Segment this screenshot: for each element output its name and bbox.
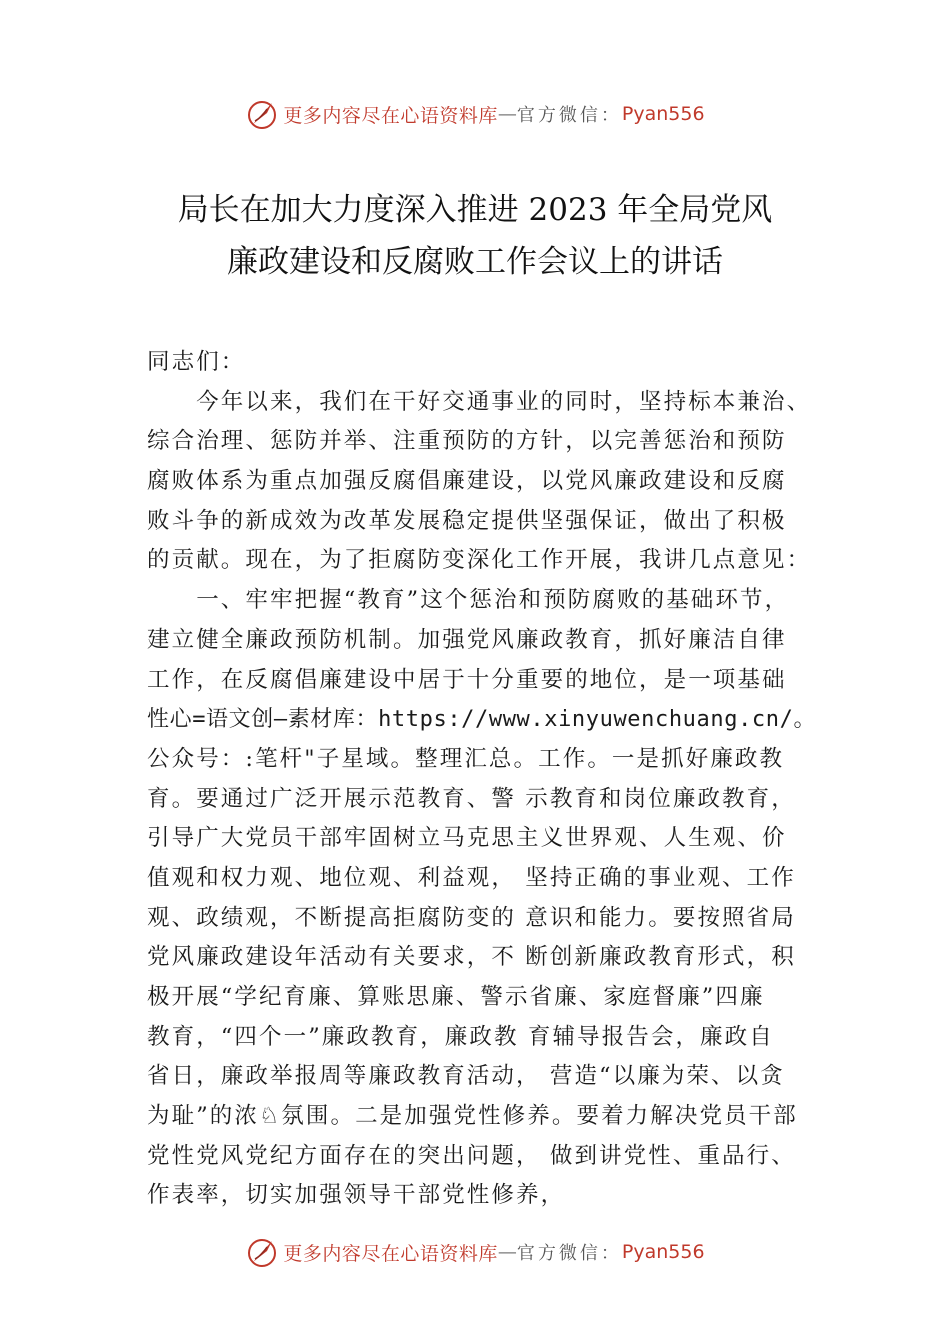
body-line: 同志们： [147,349,246,375]
body-line: 省日，廉政举报周等廉政教育活动， 营造“以廉为荣、以贪 [147,1063,785,1090]
body-line: 腐败体系为重点加强反腐倡廉建设，以党风廉政建设和反腐 [147,468,787,495]
body-line: 败斗争的新成效为改革发展稳定提供坚强保证，做出了积极 [147,507,787,534]
body-line: 育。要通过广泛开展示范教育、警 示教育和岗位廉政教育， [147,785,796,812]
speech-body [147,343,837,1216]
title-line-1: 局长在加大力度深入推进 2023 年全局党风 [177,192,773,228]
page-title [0,184,950,288]
body-line: 工作，在反腐倡廉建设中居于十分重要的地位，是一项基础 [147,666,787,693]
banner-text: 更多内容尽在心语资料库 [283,1242,498,1265]
banner-wechat-id: Pyan556 [621,103,705,125]
body-line-url: 性心=语文创—素材库：https://www.xinyuwenchuang.cn/。 [147,707,817,733]
banner-wechat-id: Pyan556 [621,1241,705,1263]
banner-wechat-label: 官方微信： [516,1243,622,1264]
body-line: 综合治理、惩防并举、注重预防的方针，以完善惩治和预防 [147,428,787,455]
body-line: 党性党风党纪方面存在的突出问题， 做到讲党性、重品行、 [147,1142,796,1169]
body-line: 教育，“四个一”廉政教育，廉政教 育辅导报告会，廉政自 [147,1023,774,1050]
quill-logo-icon [245,1235,279,1269]
body-line: 值观和权力观、地位观、利益观， 坚持正确的事业观、工作 [147,864,796,891]
header-banner [0,94,950,134]
banner-wechat-label: 官方微信： [516,105,622,126]
body-line: 公众号：:笔杆"子星域。整理汇总。工作。一是抓好廉政教 [147,745,785,772]
banner-dash: — [497,103,517,125]
banner-dash: — [497,1241,517,1263]
body-line: 建立健全廉政预防机制。加强党风廉政教育，抓好廉洁自律 [147,626,787,653]
body-line: 党风廉政建设年活动有关要求，不 断创新廉政教育形式，积 [147,944,796,971]
body-line: 作表率，切实加强领导干部党性修养， [147,1182,566,1209]
banner-text: 更多内容尽在心语资料库 [283,104,498,127]
title-line-2: 廉政建设和反腐败工作会议上的讲话 [227,244,723,280]
body-line: 今年以来，我们在干好交通事业的同时，坚持标本兼治、 [147,388,812,415]
footer-banner [0,1232,950,1272]
body-line: 为耻”的浓♘氛围。二是加强党性修养。要着力解决党员干部 [147,1103,798,1130]
body-line: 一、牢牢把握“教育”这个惩治和预防腐败的基础环节， [147,587,790,614]
body-line: 引导广大党员干部牢固树立马克思主义世界观、人生观、价 [147,825,787,852]
body-line: 极开展“学纪育廉、算账思廉、警示省廉、家庭督廉”四廉 [147,984,765,1010]
quill-logo-icon [245,97,279,131]
body-line: 的贡献。现在，为了拒腐防变深化工作开展，我讲几点意见： [147,547,812,574]
body-line: 观、政绩观，不断提高拒腐防变的 意识和能力。要按照省局 [147,904,796,931]
